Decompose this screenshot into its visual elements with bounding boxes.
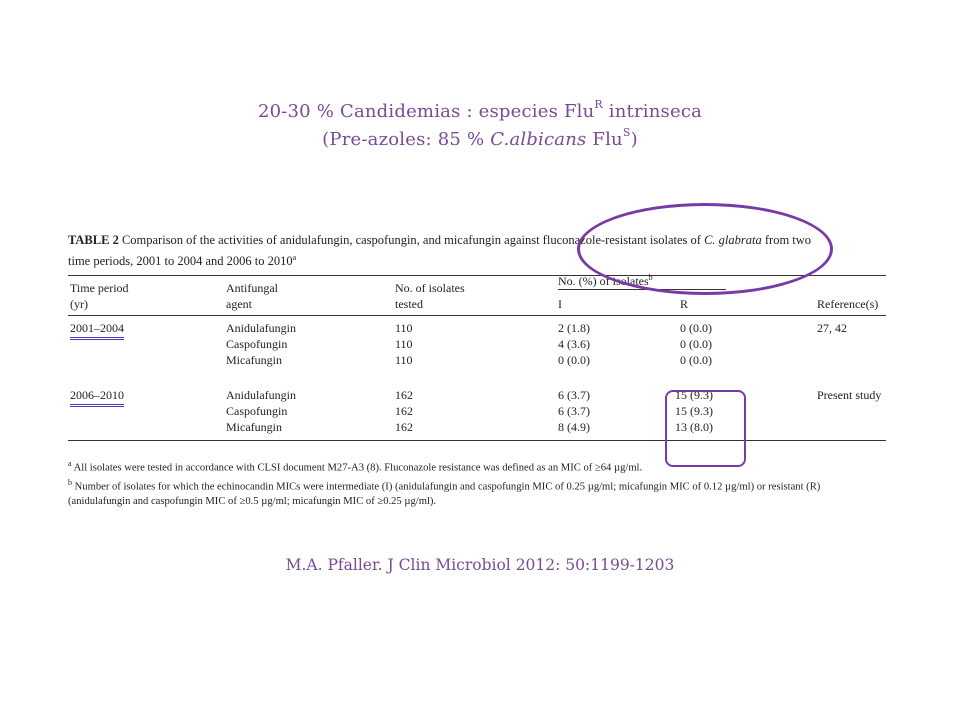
header-col-i: I: [558, 297, 562, 312]
footnote-a-text: All isolates were tested in accordance with CLSI document M27-A3 (8). Fluconazole resistance was defined as an MIC of ≥64 µg/ml.: [71, 462, 643, 474]
highlight-ellipse: [577, 203, 833, 295]
title-species-name: C.albicans: [490, 129, 587, 150]
period-2006-2010: 2006–2010: [70, 388, 124, 407]
tested-cell: 110: [395, 321, 413, 336]
table-caption-sup: a: [292, 253, 297, 262]
table-caption-line-2: time periods, 2001 to 2004 and 2006 to 2010: [68, 254, 293, 269]
header-no-isolates: No. of isolates: [395, 281, 465, 296]
header-pct-isolates-text: No. (%) of isolates: [558, 274, 649, 289]
title-line-2-suffix: ): [630, 129, 638, 150]
table-caption-species: C. glabrata: [704, 233, 762, 247]
i-cell: 8 (4.9): [558, 420, 590, 435]
header-agent: agent: [226, 297, 252, 312]
table-caption-label: TABLE 2: [68, 233, 119, 247]
agent-cell: Caspofungin: [226, 337, 288, 352]
agent-cell: Caspofungin: [226, 404, 288, 419]
i-cell: 6 (3.7): [558, 388, 590, 403]
header-pct-sup: b: [648, 273, 653, 283]
tested-cell: 162: [395, 420, 413, 435]
i-cell: 6 (3.7): [558, 404, 590, 419]
header-yr: (yr): [70, 297, 88, 312]
table-footnotes: [68, 457, 898, 510]
tested-cell: 110: [395, 337, 413, 352]
tested-cell: 110: [395, 353, 413, 368]
header-antifungal: Antifungal: [226, 281, 278, 296]
header-bottom-rule: [68, 315, 886, 316]
i-cell: 0 (0.0): [558, 353, 590, 368]
agent-cell: Micafungin: [226, 420, 282, 435]
footnote-b-text-2: (anidulafungin and caspofungin MIC of ≥0.5 µg/ml; micafungin MIC of ≥0.25 µg/ml).: [68, 496, 437, 508]
title-line-2: [0, 126, 960, 154]
highlight-resistant-box: [665, 390, 746, 467]
title-line-2-sup: S: [622, 126, 631, 139]
title-line-1-suffix: intrinseca: [602, 101, 703, 122]
i-cell: 4 (3.6): [558, 337, 590, 352]
period-2001-2004: 2001–2004: [70, 321, 124, 340]
table-bottom-rule: [68, 440, 886, 441]
footnote-a-mark: a: [68, 459, 72, 468]
tested-cell: 162: [395, 404, 413, 419]
table-caption-text: Comparison of the activities of anidulafungin, caspofungin, and micafungin against fluconazole-resistant isolates of: [118, 233, 705, 247]
footnote-b-text: Number of isolates for which the echinocandin MICs were intermediate (I) (anidulafungin and caspofungin MIC of 0.25 µg/ml; micafungin MIC of 0.12 µg/ml) or resistant (R): [72, 481, 821, 493]
r-cell: 0 (0.0): [680, 337, 712, 352]
header-references: Reference(s): [817, 297, 879, 312]
title-line-1-text: 20-30 % Candidemias : especies Flu: [257, 101, 595, 122]
r-cell: 13 (8.0): [675, 420, 713, 435]
agent-cell: Micafungin: [226, 353, 282, 368]
table-grid: [68, 273, 886, 454]
table-caption-text-2: from two: [761, 233, 812, 247]
title-line-1: [0, 98, 960, 126]
reference-group-1: 27, 42: [817, 321, 847, 336]
r-cell: 0 (0.0): [680, 353, 712, 368]
agent-cell: Anidulafungin: [226, 321, 296, 336]
r-cell: 15 (9.3): [675, 404, 713, 419]
title-line-2-text: (Pre-azoles: 85 %: [322, 129, 491, 150]
slide-title: [0, 98, 960, 154]
header-time-period: Time period: [70, 281, 129, 296]
header-col-r: R: [680, 297, 689, 312]
title-line-2-mid: Flu: [586, 129, 623, 150]
header-tested: tested: [395, 297, 423, 312]
r-cell: 0 (0.0): [680, 321, 712, 336]
tested-cell: 162: [395, 388, 413, 403]
agent-cell: Anidulafungin: [226, 388, 296, 403]
footnote-a: [68, 457, 898, 476]
i-cell: 2 (1.8): [558, 321, 590, 336]
footnote-b-mark: b: [68, 478, 72, 488]
title-line-1-sup: R: [594, 98, 603, 111]
citation: M.A. Pfaller. J Clin Microbiol 2012: 50:1199-1203: [285, 556, 675, 574]
reference-group-2: Present study: [817, 388, 882, 403]
footnote-b: [68, 476, 898, 495]
r-cell: 15 (9.3): [675, 388, 713, 403]
